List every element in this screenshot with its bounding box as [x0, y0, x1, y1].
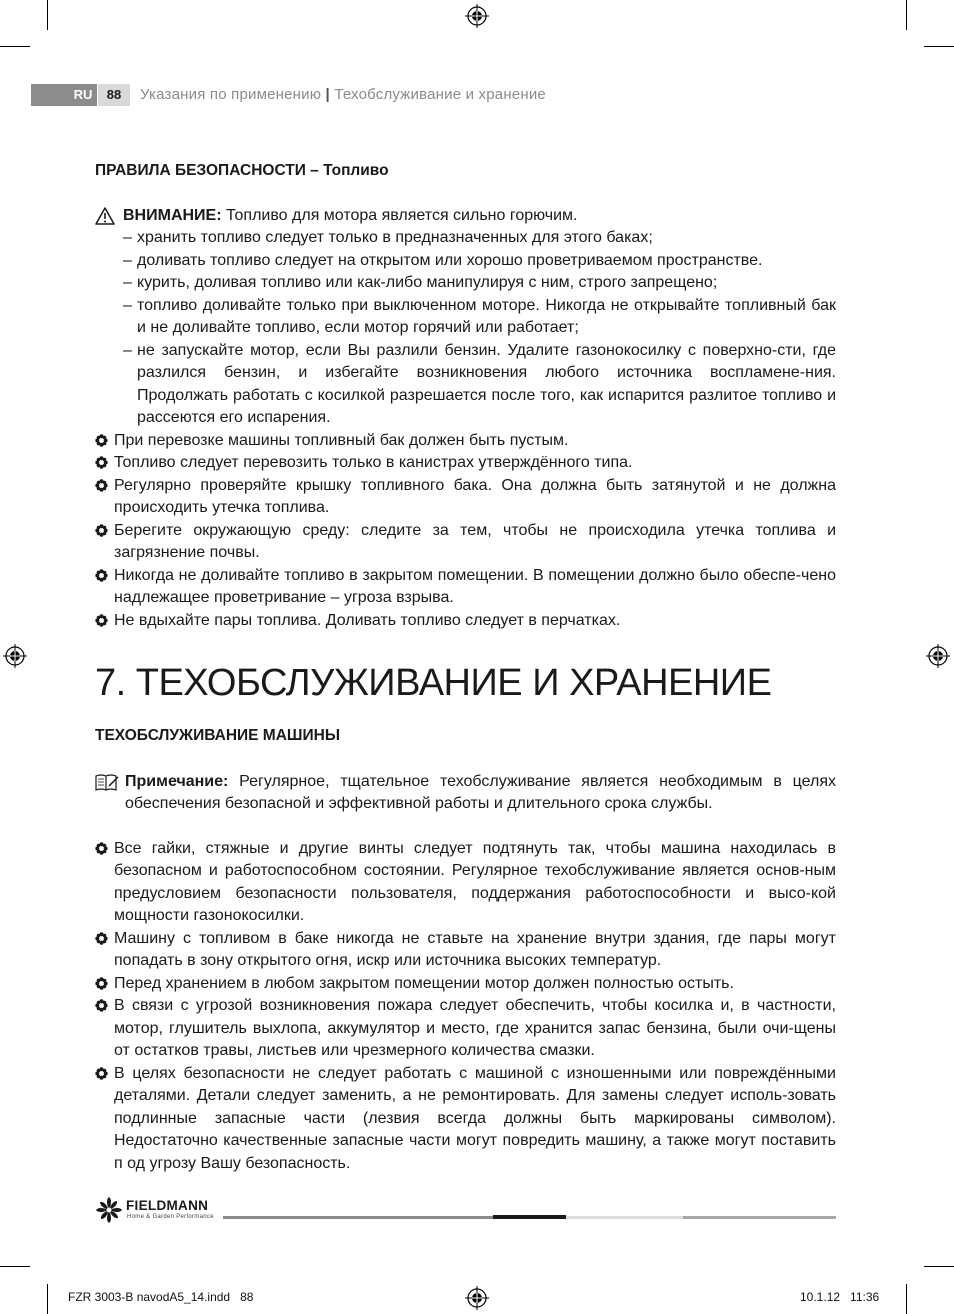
list-item-text: доливать топливо следует на открытом или хорошо проветриваемом пространстве. [137, 251, 763, 269]
language-badge: RU [73, 87, 93, 102]
registration-mark-icon [465, 4, 489, 28]
maintenance-bullet-list [95, 838, 836, 1176]
flower-bullet-icon [95, 456, 108, 469]
maintenance-heading: ТЕХОБСЛУЖИВАНИЕ МАШИНЫ [95, 727, 340, 744]
brand-logo [95, 1196, 225, 1226]
flower-bullet-icon [95, 524, 108, 537]
list-item [95, 995, 836, 1063]
flower-bullet-icon [95, 434, 108, 447]
flower-bullet-icon [95, 932, 108, 945]
list-item: – не запускайте мотор, если Вы разлили бензин. Удалите газонокосилку с поверхно-сти, где разлился бензин, и избегайте возникновения любого источника воспламене-ния. Продолжать работать с косилкой разрешается после того, как испарится разлитое топливо и рассеются его испарения. [123, 341, 836, 426]
fuel-heading: ПРАВИЛА БЕЗОПАСНОСТИ – Топливо [95, 162, 389, 179]
list-item [95, 610, 836, 633]
list-item-text: Никогда не доливайте топливо в закрытом помещении. В помещении должно было обеспе-чено надлежащее проветривание – угроза взрыва. [114, 566, 836, 606]
list-item [95, 838, 836, 928]
list-item-text: Не вдыхайте пары топлива. Доливать топливо следует в перчатках. [114, 611, 621, 629]
list-item [95, 430, 836, 453]
page-number: 88 [98, 84, 130, 106]
warning-text: Топливо для мотора является сильно горючим. [221, 206, 578, 224]
breadcrumb-left: Указания по применению [140, 86, 322, 103]
list-item-text: Берегите окружающую среду: следите за тем, чтобы не происходила утечка топлива и загрязнение почвы. [114, 521, 836, 561]
flower-bullet-icon [95, 479, 108, 492]
list-item-text: хранить топливо следует только в предназначенных для этого баках; [137, 229, 653, 246]
note-book-icon [95, 774, 120, 791]
warning-row [95, 205, 836, 228]
crop-mark [906, 1284, 907, 1314]
fuel-safety-section [95, 160, 836, 632]
list-item [95, 565, 836, 610]
footer-line-mid [683, 1216, 836, 1219]
list-item [95, 973, 836, 996]
list-item [95, 520, 836, 565]
registration-mark-icon [3, 644, 27, 668]
flower-bullet-icon [95, 1067, 108, 1080]
crop-mark [47, 1284, 48, 1314]
fuel-dash-list [95, 227, 836, 430]
list-item-text: В связи с угрозой возникновения пожара следует обеспечить, чтобы косилка и, в частности, мотор, глушитель выхлопа, аккумулятор и место, где хранится запас бензина, были очи-щены от остатков травы, листьев или чрезмерного количества смазки. [114, 997, 836, 1059]
list-item [95, 475, 836, 520]
list-item-text: Машину с топливом в баке никогда не ставьте на хранение внутри здания, где пары могут попадать в зону открытого огня, искр или источника высоких температур. [114, 929, 836, 969]
list-item-text: не запускайте мотор, если Вы разлили бензин. Удалите газонокосилку с поверхно-сти, где разлился бензин, и избегайте возникновения любого источника воспламене-ния. Продолжать работать с косилкой разрешается после того, как испарится разлитое топливо и рассеются его испарения. [137, 341, 836, 426]
flower-bullet-icon [95, 842, 108, 855]
registration-mark-icon [926, 644, 950, 668]
breadcrumb-separator: | [325, 86, 330, 103]
warning-triangle-icon [95, 207, 115, 225]
list-item-text: Все гайки, стяжные и другие винты следует подтянуть так, чтобы машина находилась в безопасном и работоспособном состоянии. Регулярное техобслуживание является основ-ным предусловием безопасности пользователя, поддержания работоспособности и высо-кой мощности газонокосилки. [114, 839, 836, 924]
list-item-text: курить, доливая топливо или как-либо манипулируя с ним, строго запрещено; [137, 274, 718, 291]
list-item-text: Топливо следует перевозить только в канистрах утверждённого типа. [114, 454, 633, 471]
fan-logo-icon [95, 1196, 123, 1224]
breadcrumb-right: Техобслуживание и хранение [334, 86, 546, 103]
crop-mark [0, 46, 30, 47]
list-item-text: Регулярно проверяйте крышку топливного бака. Она должна быть затянутой и не должна происходить утечка топлива. [114, 476, 836, 516]
list-item [95, 452, 836, 475]
list-item: – доливать топливо следует на открытом или хорошо проветриваемом пространстве. [123, 251, 763, 269]
list-item-text: Перед хранением в любом закрытом помещении мотор должен полностью остыть. [114, 974, 734, 992]
brand-tagline: Home & Garden Performance [127, 1214, 214, 1220]
list-item: – курить, доливая топливо или как-либо манипулируя с ним, строго запрещено; [123, 274, 718, 291]
footer-line-dark [493, 1215, 566, 1219]
list-item-text: топливо доливайте только при выключенном моторе. Никогда не открывайте топливный бак и не доливайте топливо, если мотор горячий или работает; [137, 296, 836, 336]
crop-mark [47, 0, 48, 30]
list-item-text: При перевозке машины топливный бак должен быть пустым. [114, 431, 569, 449]
flower-bullet-icon [95, 999, 108, 1012]
note-row [95, 771, 836, 816]
list-item [95, 1063, 836, 1176]
brand-name: FIELDMANN [126, 1198, 209, 1213]
list-item [95, 928, 836, 973]
crop-mark [924, 1266, 954, 1267]
print-slug-file: FZR 3003-B navodA5_14.indd 88 [68, 1290, 254, 1304]
breadcrumb [140, 84, 546, 106]
crop-mark [0, 1266, 30, 1267]
section-title: 7. ТЕХОБСЛУЖИВАНИЕ И ХРАНЕНИЕ [95, 662, 772, 704]
registration-mark-icon [465, 1286, 489, 1310]
note-label: Примечание: [125, 772, 229, 790]
maintenance-section [95, 725, 836, 1175]
list-item-text: В целях безопасности не следует работать с машиной с изношенными или повреждёнными деталями. Детали следует заменить, а не ремонтировать. Для замены следует исполь-зовать подлинные запасные части (лезвия всегда должны быть маркированы символом). Недостаточно качественные запасные части могут повредить машину, а также могут поставить п од угрозу Вашу безопасность. [114, 1064, 836, 1172]
print-slug-date: 10.1.12 11:36 [800, 1290, 880, 1304]
list-item: – хранить топливо следует только в предназначенных для этого баках; [123, 229, 653, 246]
crop-mark [906, 0, 907, 30]
warning-label: ВНИМАНИЕ: [123, 206, 222, 224]
fuel-bullet-list [95, 430, 836, 633]
flower-bullet-icon [95, 569, 108, 582]
list-item: – топливо доливайте только при выключенном моторе. Никогда не открывайте топливный бак и не доливайте топливо, если мотор горячий или работает; [123, 296, 836, 336]
crop-mark [924, 46, 954, 47]
note-text: Регулярное, тщательное техобслуживание является необходимым в целях обеспечения безопасной и эффективной работы и длительного срока службы. [125, 772, 836, 812]
flower-bullet-icon [95, 614, 108, 627]
footer-line-light [566, 1216, 683, 1219]
footer-line-gray [223, 1216, 493, 1219]
flower-bullet-icon [95, 977, 108, 990]
